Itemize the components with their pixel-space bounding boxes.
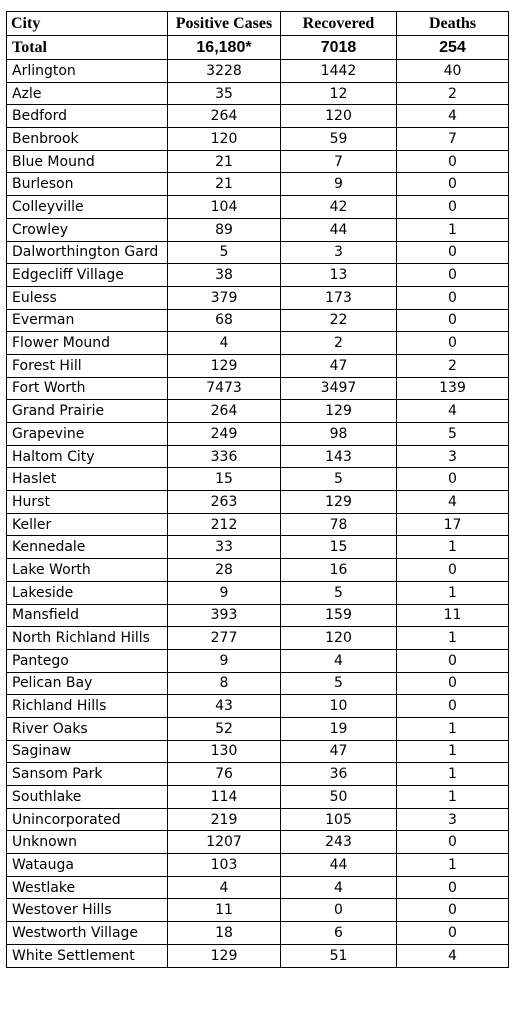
table-row [7, 740, 509, 763]
city-cell: Watauga [7, 854, 168, 877]
table-row [7, 400, 509, 423]
deaths-cell: 1 [397, 536, 509, 559]
deaths-cell: 1 [397, 854, 509, 877]
recovered-cell: 42 [281, 196, 397, 219]
deaths-cell: 0 [397, 559, 509, 582]
city-cell: Azle [7, 82, 168, 105]
positive-cases-cell: 11 [168, 899, 281, 922]
deaths-cell: 3 [397, 808, 509, 831]
positive-cases-cell: 8 [168, 672, 281, 695]
total-row [7, 36, 509, 60]
deaths-cell: 0 [397, 196, 509, 219]
city-cell: Kennedale [7, 536, 168, 559]
table-row [7, 899, 509, 922]
city-cell: White Settlement [7, 944, 168, 967]
city-cell: Hurst [7, 491, 168, 514]
positive-cases-cell: 9 [168, 649, 281, 672]
positive-cases-cell: 114 [168, 786, 281, 809]
recovered-cell: 173 [281, 286, 397, 309]
deaths-cell: 2 [397, 354, 509, 377]
recovered-cell: 78 [281, 513, 397, 536]
positive-cases-cell: 1207 [168, 831, 281, 854]
deaths-cell: 0 [397, 876, 509, 899]
recovered-cell: 47 [281, 740, 397, 763]
table-row [7, 876, 509, 899]
deaths-cell: 5 [397, 423, 509, 446]
city-cell: Grapevine [7, 423, 168, 446]
table-row [7, 354, 509, 377]
city-cell: Forest Hill [7, 354, 168, 377]
total-recovered: 7018 [281, 36, 397, 60]
header-row [7, 12, 509, 36]
city-cell: Lakeside [7, 581, 168, 604]
positive-cases-cell: 38 [168, 264, 281, 287]
recovered-cell: 51 [281, 944, 397, 967]
city-cell: Fort Worth [7, 377, 168, 400]
recovered-cell: 129 [281, 400, 397, 423]
table-row [7, 581, 509, 604]
deaths-cell: 3 [397, 445, 509, 468]
city-cases-table [6, 11, 509, 968]
table-row [7, 854, 509, 877]
recovered-cell: 13 [281, 264, 397, 287]
positive-cases-cell: 336 [168, 445, 281, 468]
recovered-cell: 143 [281, 445, 397, 468]
deaths-cell: 0 [397, 150, 509, 173]
deaths-cell: 1 [397, 581, 509, 604]
table-row [7, 286, 509, 309]
table-row [7, 377, 509, 400]
city-cell: North Richland Hills [7, 627, 168, 650]
header-recovered: Recovered [281, 12, 397, 36]
table-row [7, 309, 509, 332]
city-cell: Richland Hills [7, 695, 168, 718]
recovered-cell: 16 [281, 559, 397, 582]
city-cell: Arlington [7, 60, 168, 83]
recovered-cell: 19 [281, 717, 397, 740]
deaths-cell: 0 [397, 264, 509, 287]
city-cell: Westlake [7, 876, 168, 899]
positive-cases-cell: 393 [168, 604, 281, 627]
table-row [7, 717, 509, 740]
recovered-cell: 159 [281, 604, 397, 627]
table-body [7, 36, 509, 968]
table-row [7, 786, 509, 809]
city-cell: Crowley [7, 218, 168, 241]
city-cell: Grand Prairie [7, 400, 168, 423]
table-row [7, 536, 509, 559]
city-cell: Mansfield [7, 604, 168, 627]
city-cell: Bedford [7, 105, 168, 128]
city-cell: Dalworthington Gard [7, 241, 168, 264]
deaths-cell: 0 [397, 241, 509, 264]
recovered-cell: 120 [281, 627, 397, 650]
header-positive-cases: Positive Cases [168, 12, 281, 36]
deaths-cell: 7 [397, 128, 509, 151]
recovered-cell: 105 [281, 808, 397, 831]
table-row [7, 604, 509, 627]
city-cell: Sansom Park [7, 763, 168, 786]
table-row [7, 649, 509, 672]
city-cell: Saginaw [7, 740, 168, 763]
deaths-cell: 0 [397, 173, 509, 196]
positive-cases-cell: 4 [168, 876, 281, 899]
header-deaths: Deaths [397, 12, 509, 36]
table-row [7, 559, 509, 582]
city-cell: Burleson [7, 173, 168, 196]
positive-cases-cell: 104 [168, 196, 281, 219]
recovered-cell: 4 [281, 876, 397, 899]
total-label: Total [7, 36, 168, 60]
positive-cases-cell: 9 [168, 581, 281, 604]
table-row [7, 173, 509, 196]
deaths-cell: 17 [397, 513, 509, 536]
recovered-cell: 36 [281, 763, 397, 786]
city-cell: Pelican Bay [7, 672, 168, 695]
recovered-cell: 98 [281, 423, 397, 446]
recovered-cell: 9 [281, 173, 397, 196]
positive-cases-cell: 21 [168, 173, 281, 196]
deaths-cell: 1 [397, 627, 509, 650]
city-cell: Haltom City [7, 445, 168, 468]
recovered-cell: 120 [281, 105, 397, 128]
positive-cases-cell: 129 [168, 354, 281, 377]
positive-cases-cell: 21 [168, 150, 281, 173]
deaths-cell: 0 [397, 649, 509, 672]
table-row [7, 513, 509, 536]
recovered-cell: 5 [281, 468, 397, 491]
recovered-cell: 243 [281, 831, 397, 854]
table-row [7, 332, 509, 355]
recovered-cell: 50 [281, 786, 397, 809]
deaths-cell: 0 [397, 309, 509, 332]
positive-cases-cell: 4 [168, 332, 281, 355]
table-row [7, 627, 509, 650]
recovered-cell: 0 [281, 899, 397, 922]
deaths-cell: 0 [397, 468, 509, 491]
recovered-cell: 12 [281, 82, 397, 105]
positive-cases-cell: 28 [168, 559, 281, 582]
deaths-cell: 0 [397, 672, 509, 695]
deaths-cell: 1 [397, 740, 509, 763]
header-city: City [7, 12, 168, 36]
deaths-cell: 0 [397, 831, 509, 854]
deaths-cell: 1 [397, 763, 509, 786]
city-cell: Blue Mound [7, 150, 168, 173]
positive-cases-cell: 43 [168, 695, 281, 718]
positive-cases-cell: 89 [168, 218, 281, 241]
table-row [7, 196, 509, 219]
recovered-cell: 5 [281, 672, 397, 695]
recovered-cell: 44 [281, 218, 397, 241]
positive-cases-cell: 263 [168, 491, 281, 514]
city-cell: Benbrook [7, 128, 168, 151]
positive-cases-cell: 264 [168, 400, 281, 423]
table-row [7, 218, 509, 241]
recovered-cell: 44 [281, 854, 397, 877]
positive-cases-cell: 3228 [168, 60, 281, 83]
city-cell: Haslet [7, 468, 168, 491]
city-cell: Edgecliff Village [7, 264, 168, 287]
deaths-cell: 40 [397, 60, 509, 83]
positive-cases-cell: 120 [168, 128, 281, 151]
table-row [7, 468, 509, 491]
recovered-cell: 1442 [281, 60, 397, 83]
table-row [7, 831, 509, 854]
deaths-cell: 1 [397, 786, 509, 809]
table-row [7, 105, 509, 128]
table-row [7, 445, 509, 468]
table-row [7, 808, 509, 831]
positive-cases-cell: 277 [168, 627, 281, 650]
positive-cases-cell: 130 [168, 740, 281, 763]
table-row [7, 60, 509, 83]
deaths-cell: 0 [397, 332, 509, 355]
positive-cases-cell: 264 [168, 105, 281, 128]
positive-cases-cell: 103 [168, 854, 281, 877]
positive-cases-cell: 219 [168, 808, 281, 831]
recovered-cell: 22 [281, 309, 397, 332]
recovered-cell: 2 [281, 332, 397, 355]
city-cell: Flower Mound [7, 332, 168, 355]
table-row [7, 150, 509, 173]
positive-cases-cell: 5 [168, 241, 281, 264]
city-cell: Euless [7, 286, 168, 309]
deaths-cell: 0 [397, 899, 509, 922]
positive-cases-cell: 18 [168, 922, 281, 945]
positive-cases-cell: 52 [168, 717, 281, 740]
total-deaths: 254 [397, 36, 509, 60]
deaths-cell: 11 [397, 604, 509, 627]
table-row [7, 82, 509, 105]
city-cell: River Oaks [7, 717, 168, 740]
recovered-cell: 7 [281, 150, 397, 173]
deaths-cell: 1 [397, 717, 509, 740]
table-row [7, 423, 509, 446]
table-row [7, 922, 509, 945]
recovered-cell: 5 [281, 581, 397, 604]
city-cell: Westworth Village [7, 922, 168, 945]
recovered-cell: 47 [281, 354, 397, 377]
recovered-cell: 3 [281, 241, 397, 264]
positive-cases-cell: 15 [168, 468, 281, 491]
city-cell: Lake Worth [7, 559, 168, 582]
positive-cases-cell: 33 [168, 536, 281, 559]
positive-cases-cell: 68 [168, 309, 281, 332]
positive-cases-cell: 249 [168, 423, 281, 446]
recovered-cell: 129 [281, 491, 397, 514]
deaths-cell: 4 [397, 491, 509, 514]
table-row [7, 672, 509, 695]
city-cell: Colleyville [7, 196, 168, 219]
city-cell: Southlake [7, 786, 168, 809]
deaths-cell: 4 [397, 105, 509, 128]
recovered-cell: 6 [281, 922, 397, 945]
city-cell: Keller [7, 513, 168, 536]
city-cell: Westover Hills [7, 899, 168, 922]
table-row [7, 695, 509, 718]
deaths-cell: 4 [397, 944, 509, 967]
deaths-cell: 0 [397, 922, 509, 945]
positive-cases-cell: 76 [168, 763, 281, 786]
city-cell: Unincorporated [7, 808, 168, 831]
city-cell: Everman [7, 309, 168, 332]
recovered-cell: 4 [281, 649, 397, 672]
city-cell: Unknown [7, 831, 168, 854]
table-row [7, 264, 509, 287]
recovered-cell: 3497 [281, 377, 397, 400]
positive-cases-cell: 35 [168, 82, 281, 105]
deaths-cell: 0 [397, 695, 509, 718]
deaths-cell: 0 [397, 286, 509, 309]
deaths-cell: 4 [397, 400, 509, 423]
table-row [7, 241, 509, 264]
deaths-cell: 2 [397, 82, 509, 105]
positive-cases-cell: 7473 [168, 377, 281, 400]
table-row [7, 944, 509, 967]
table-row [7, 491, 509, 514]
table-row [7, 128, 509, 151]
city-cell: Pantego [7, 649, 168, 672]
positive-cases-cell: 379 [168, 286, 281, 309]
recovered-cell: 15 [281, 536, 397, 559]
recovered-cell: 59 [281, 128, 397, 151]
deaths-cell: 139 [397, 377, 509, 400]
table-row [7, 763, 509, 786]
deaths-cell: 1 [397, 218, 509, 241]
total-positive: 16,180* [168, 36, 281, 60]
positive-cases-cell: 212 [168, 513, 281, 536]
recovered-cell: 10 [281, 695, 397, 718]
positive-cases-cell: 129 [168, 944, 281, 967]
